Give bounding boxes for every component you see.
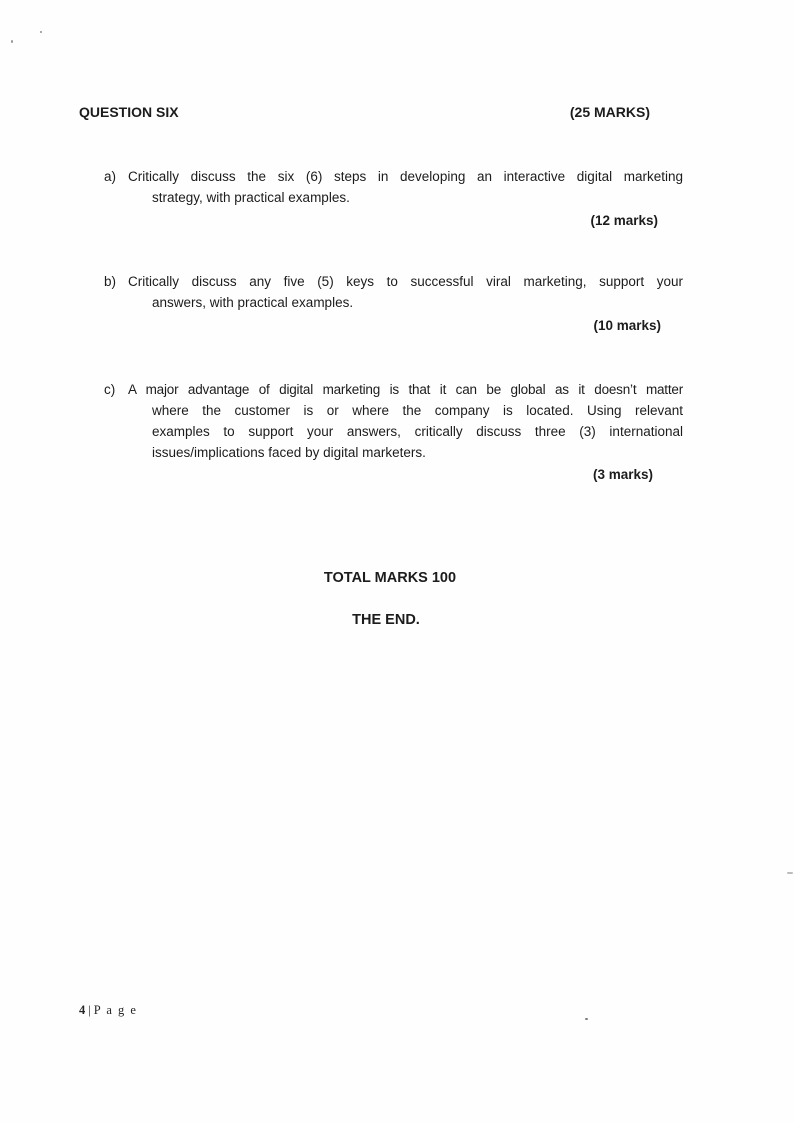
question-label: a) [104, 169, 117, 184]
footer-page-label: P a g e [93, 1003, 138, 1017]
question-item-a [104, 166, 683, 208]
question-text-line: A major advantage of digital marketing is that it can be global as it doesn’t matter [128, 382, 683, 397]
page-footer [79, 1001, 137, 1019]
question-item-b [104, 271, 683, 313]
question-text-line: Critically discuss the six (6) steps in developing an interactive digital marketing [128, 169, 683, 184]
question-total-marks: (25 MARKS) [569, 104, 650, 120]
question-header [79, 102, 650, 123]
question-text-line: answers, with practical examples. [152, 295, 354, 310]
question-text-line: examples to support your answers, critically discuss three (3) international [152, 424, 683, 439]
question-label: c) [104, 382, 116, 397]
question-text-line: strategy, with practical examples. [152, 190, 350, 205]
scan-artifact-dot [40, 31, 42, 33]
question-label: b) [104, 274, 117, 289]
question-item-c [104, 379, 683, 463]
total-marks-line: TOTAL MARKS 100 [323, 570, 457, 586]
marks-label: (3 marks) [592, 467, 653, 482]
page-number: 4 [79, 1003, 86, 1017]
marks-label: (10 marks) [593, 318, 661, 333]
question-title: QUESTION SIX [79, 104, 179, 120]
marks-label: (12 marks) [590, 213, 658, 228]
footer-separator: | [88, 1003, 91, 1017]
question-text-line: issues/implications faced by digital marketers. [152, 445, 426, 460]
scan-artifact-dash [787, 872, 793, 874]
scan-artifact-dot [11, 40, 13, 43]
scan-artifact-dot [585, 1018, 588, 1020]
question-text-line: Critically discuss any five (5) keys to successful viral marketing, support your [128, 274, 683, 289]
the-end-line: THE END. [352, 612, 420, 628]
question-text-line: where the customer is or where the company is located. Using relevant [152, 403, 683, 418]
